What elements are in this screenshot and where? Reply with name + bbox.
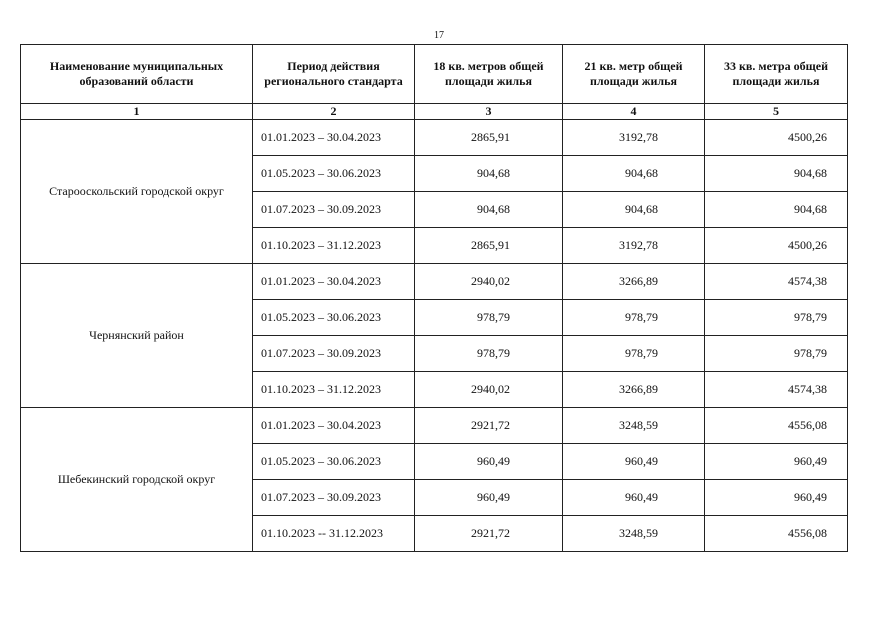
value-21-cell: 960,49 xyxy=(563,444,705,480)
value-18-cell: 2865,91 xyxy=(415,120,563,156)
value-21-cell: 3248,59 xyxy=(563,408,705,444)
value-21-cell: 3266,89 xyxy=(563,264,705,300)
period-cell: 01.05.2023 – 30.06.2023 xyxy=(253,444,415,480)
value-18-cell: 904,68 xyxy=(415,192,563,228)
value-33-cell: 4556,08 xyxy=(705,408,848,444)
value-18-cell: 904,68 xyxy=(415,156,563,192)
value-18-cell: 2940,02 xyxy=(415,264,563,300)
value-33-cell: 4574,38 xyxy=(705,264,848,300)
value-33-cell: 4500,26 xyxy=(705,228,848,264)
period-cell: 01.07.2023 – 30.09.2023 xyxy=(253,192,415,228)
value-18-cell: 978,79 xyxy=(415,300,563,336)
table-row xyxy=(21,408,848,444)
table-row xyxy=(21,120,848,156)
period-cell: 01.10.2023 – 31.12.2023 xyxy=(253,372,415,408)
period-cell: 01.07.2023 – 30.09.2023 xyxy=(253,336,415,372)
column-number: 2 xyxy=(253,104,415,120)
period-cell: 01.01.2023 – 30.04.2023 xyxy=(253,264,415,300)
table-row xyxy=(21,264,848,300)
value-21-cell: 960,49 xyxy=(563,480,705,516)
value-33-cell: 978,79 xyxy=(705,300,848,336)
header-municipality: Наименование муниципальных образований области xyxy=(21,45,253,104)
header-21sqm: 21 кв. метр общей площади жилья xyxy=(563,45,705,104)
period-cell: 01.10.2023 -- 31.12.2023 xyxy=(253,516,415,552)
housing-standard-table xyxy=(20,44,848,552)
header-period: Период действия регионального стандарта xyxy=(253,45,415,104)
value-18-cell: 2865,91 xyxy=(415,228,563,264)
period-cell: 01.07.2023 – 30.09.2023 xyxy=(253,480,415,516)
value-33-cell: 4556,08 xyxy=(705,516,848,552)
period-cell: 01.01.2023 – 30.04.2023 xyxy=(253,120,415,156)
value-33-cell: 4500,26 xyxy=(705,120,848,156)
column-number-row xyxy=(21,104,848,120)
value-18-cell: 960,49 xyxy=(415,480,563,516)
value-18-cell: 2940,02 xyxy=(415,372,563,408)
municipality-cell: Старооскольский городской округ xyxy=(21,120,253,264)
value-33-cell: 904,68 xyxy=(705,156,848,192)
value-21-cell: 904,68 xyxy=(563,192,705,228)
value-21-cell: 978,79 xyxy=(563,300,705,336)
column-number: 1 xyxy=(21,104,253,120)
value-21-cell: 3192,78 xyxy=(563,120,705,156)
municipality-cell: Шебекинский городской округ xyxy=(21,408,253,552)
value-33-cell: 904,68 xyxy=(705,192,848,228)
period-cell: 01.05.2023 – 30.06.2023 xyxy=(253,300,415,336)
value-21-cell: 3192,78 xyxy=(563,228,705,264)
value-33-cell: 960,49 xyxy=(705,444,848,480)
value-18-cell: 960,49 xyxy=(415,444,563,480)
page-number: 17 xyxy=(434,30,444,41)
header-33sqm: 33 кв. метра общей площади жилья xyxy=(705,45,848,104)
value-18-cell: 978,79 xyxy=(415,336,563,372)
value-21-cell: 904,68 xyxy=(563,156,705,192)
period-cell: 01.01.2023 – 30.04.2023 xyxy=(253,408,415,444)
value-18-cell: 2921,72 xyxy=(415,516,563,552)
column-number: 4 xyxy=(563,104,705,120)
header-18sqm: 18 кв. метров общей площади жилья xyxy=(415,45,563,104)
column-number: 3 xyxy=(415,104,563,120)
period-cell: 01.10.2023 – 31.12.2023 xyxy=(253,228,415,264)
value-21-cell: 3266,89 xyxy=(563,372,705,408)
column-number: 5 xyxy=(705,104,848,120)
value-33-cell: 4574,38 xyxy=(705,372,848,408)
value-33-cell: 978,79 xyxy=(705,336,848,372)
value-21-cell: 3248,59 xyxy=(563,516,705,552)
header-row xyxy=(21,45,848,104)
value-33-cell: 960,49 xyxy=(705,480,848,516)
value-18-cell: 2921,72 xyxy=(415,408,563,444)
municipality-cell: Чернянский район xyxy=(21,264,253,408)
value-21-cell: 978,79 xyxy=(563,336,705,372)
period-cell: 01.05.2023 – 30.06.2023 xyxy=(253,156,415,192)
